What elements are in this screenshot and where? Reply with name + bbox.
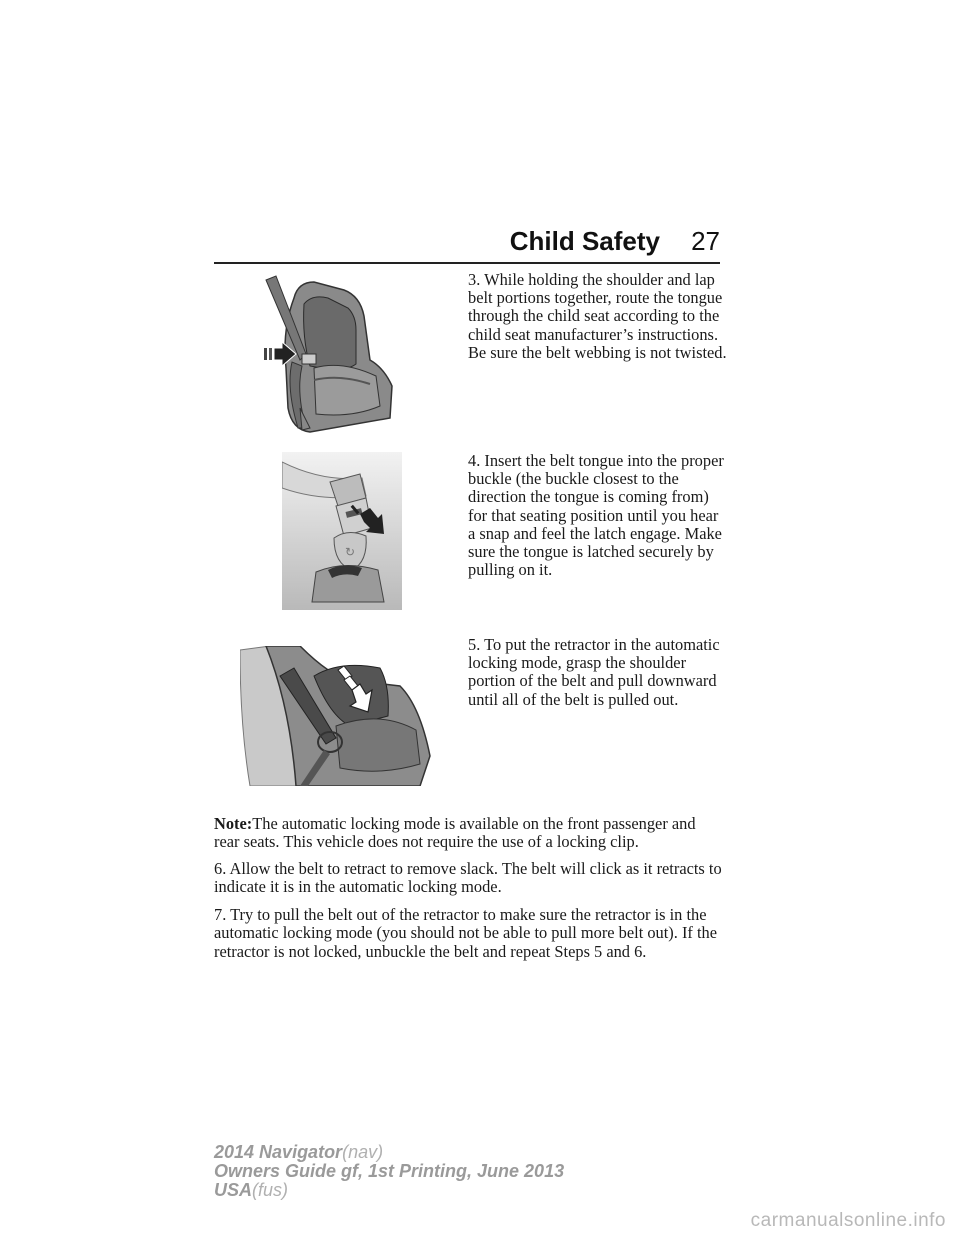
note-paragraph [214, 815, 724, 852]
header-divider [214, 262, 720, 264]
shoulder-belt-pull-illustration [240, 646, 434, 786]
footer-market: USA [214, 1180, 253, 1200]
note-label: Note: [214, 814, 253, 833]
section-title: Child Safety [509, 226, 660, 256]
footer-line-2 [214, 1162, 564, 1181]
svg-text:↻: ↻ [344, 545, 356, 559]
belt-buckle-insert-illustration [282, 452, 402, 610]
page-header [214, 226, 720, 262]
step-3-text: 3. While holding the shoulder and lap belt portions together, route the tongue through the child seat according to the child seat manufacturer’s instructions. Be sure the belt webbing is not twisted. [468, 270, 727, 362]
child-seat-belt-routing-illustration [252, 268, 402, 436]
footer-market-code: (fus) [252, 1180, 289, 1200]
step-7-text: 7. Try to pull the belt out of the retractor to make sure the retractor is in the automatic locking mode (you should not be able to pull more belt out). If the retractor is not locked, unbuckle the belt and repeat Steps 5 and 6. [214, 905, 717, 961]
footer-line-1 [214, 1143, 564, 1162]
step-6-text: 6. Allow the belt to retract to remove slack. The belt will click as it retracts to indicate it is in the automatic locking mode. [214, 859, 722, 897]
step-5-text: 5. To put the retractor in the automatic locking mode, grasp the shoulder portion of the belt and pull downward until all of the belt is pulled out. [468, 635, 720, 709]
step-4-text: 4. Insert the belt tongue into the proper buckle (the buckle closest to the direction the tongue is coming from) for that seating position until you hear a snap and feel the latch engage. Make sure the tongue is latched securely by pulling on it. [468, 451, 724, 580]
footer-model-code: (nav) [342, 1142, 384, 1162]
footer-guide-info: Owners Guide gf, 1st Printing, June 2013 [214, 1161, 565, 1181]
footer-model: 2014 Navigator [214, 1142, 343, 1162]
document-footer [214, 1143, 564, 1200]
note-text: The automatic locking mode is available on the front passenger and rear seats. This vehicle does not require the use of a locking clip. [214, 814, 696, 852]
page-number: 27 [691, 226, 720, 256]
footer-line-3 [214, 1181, 564, 1200]
watermark-link[interactable]: carmanualsonline.info [750, 1210, 946, 1231]
